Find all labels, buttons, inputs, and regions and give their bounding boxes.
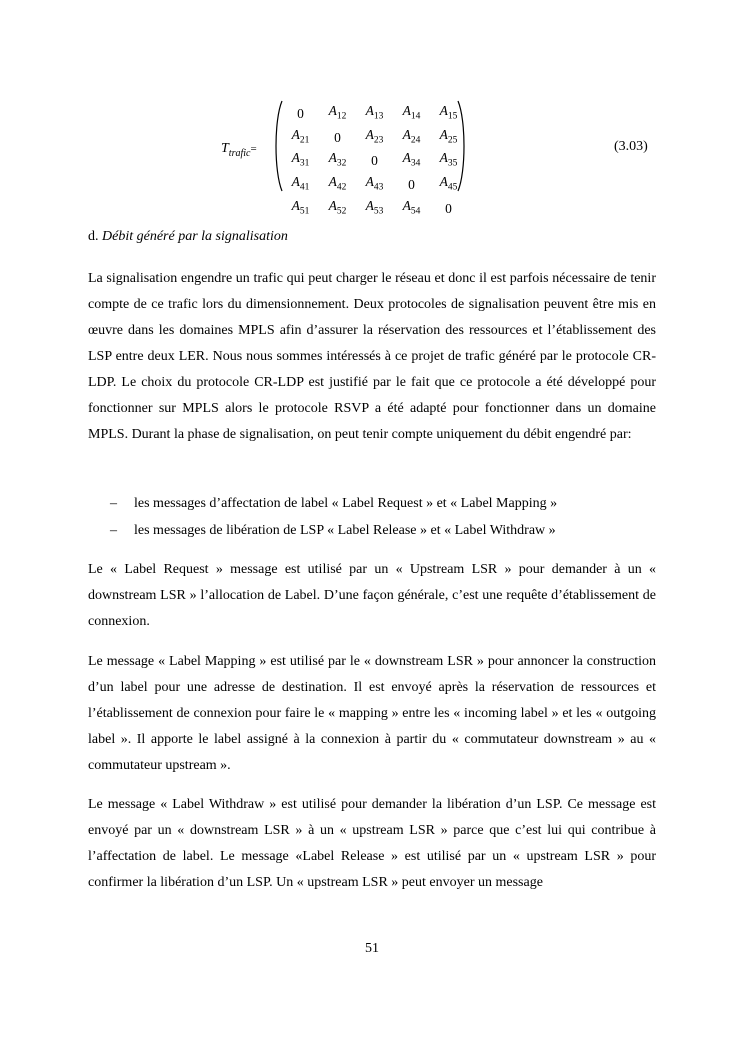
matrix-cell <box>282 173 319 197</box>
matrix-cell-base: A <box>328 150 337 166</box>
matrix-cell <box>319 173 356 197</box>
matrix-cell-subscript: 53 <box>373 206 384 217</box>
matrix-cell-subscript: 23 <box>373 135 384 146</box>
matrix-cell-base: A <box>402 103 411 118</box>
matrix-cell <box>393 173 430 197</box>
matrix-cell-subscript: 42 <box>336 182 347 193</box>
traffic-matrix <box>282 102 467 220</box>
matrix-row <box>282 173 467 197</box>
matrix-row <box>282 102 467 126</box>
matrix-cell-subscript: 45 <box>447 182 458 193</box>
matrix-cell-subscript: 14 <box>410 111 421 122</box>
matrix-cell-base: A <box>365 126 374 142</box>
matrix-cell-subscript: 24 <box>410 135 421 146</box>
matrix-cell-subscript: 13 <box>373 111 384 122</box>
matrix-cell <box>319 126 356 150</box>
matrix-cell <box>282 197 319 221</box>
page-number: 51 <box>365 941 379 956</box>
matrix-cell-subscript: 34 <box>410 159 421 170</box>
matrix-cell-base: A <box>439 150 448 166</box>
matrix-cell-subscript: 21 <box>299 135 310 146</box>
matrix-cell-subscript: 52 <box>336 206 347 217</box>
matrix-cell-subscript: 12 <box>336 111 347 122</box>
bullet-list <box>104 490 656 544</box>
section-title: Débit généré par la signalisation <box>102 229 288 244</box>
matrix-cell <box>282 102 319 126</box>
matrix-cell-base: 0 <box>334 129 341 145</box>
matrix-cell-base: A <box>365 103 374 118</box>
matrix-cell-subscript: 43 <box>373 182 384 193</box>
matrix-cell-base: A <box>291 197 300 213</box>
matrix-cell <box>319 149 356 173</box>
matrix-cell <box>430 197 467 221</box>
matrix-cell <box>319 102 356 126</box>
list-item-text: les messages de libération de LSP « Label Release » et « Label Withdraw » <box>134 523 556 538</box>
matrix-cell-base: A <box>291 126 300 142</box>
matrix-cell <box>356 197 393 221</box>
matrix-cell-base: A <box>439 103 448 118</box>
matrix-cell-base: 0 <box>297 105 304 121</box>
equation-lhs <box>221 141 257 159</box>
matrix-cell-base: A <box>328 197 337 213</box>
matrix-row <box>282 126 467 150</box>
matrix-cell-base: A <box>439 126 448 142</box>
equation-number: (3.03) <box>614 139 648 154</box>
right-parenthesis <box>456 100 468 192</box>
paragraph: Le message « Label Withdraw » est utilisé pour demander la libération d’un LSP. Ce message est envoyé par un « downstream LSR » à un « upstream LSR » parce que c’est lui qui contribue à l’affectation de label. Le message «Label Release » est utilisé par un « upstream LSR » pour confirmer la libération d’un LSP. Un « upstream LSR » peut envoyer un message <box>88 797 656 890</box>
matrix-cell-subscript: 25 <box>447 135 458 146</box>
matrix-cell-base: A <box>328 174 337 190</box>
matrix-cell-base: A <box>402 150 411 166</box>
paragraph: Le message « Label Mapping » est utilisé par le « downstream LSR » pour annoncer la construction d’un label pour une adresse de destination. Il est envoyé après la réservation de ressources et l’établissement de connexion pour faire le « mapping » entre les « incoming label » et les « outgoing label ». Il apporte le label assigné à la connexion à partir du « commutateur downstream » au « commutateur upstream ». <box>88 654 656 773</box>
matrix-cell-base: A <box>365 174 374 190</box>
section-number: d. <box>88 229 99 244</box>
matrix-cell-subscript: 54 <box>410 206 421 217</box>
matrix-cell <box>356 149 393 173</box>
matrix-cell-base: A <box>328 103 337 118</box>
matrix-cell-subscript: 35 <box>447 159 458 170</box>
matrix-equation <box>0 98 744 217</box>
matrix-cell-base: A <box>439 174 448 190</box>
list-item <box>104 517 656 544</box>
matrix-cell <box>393 102 430 126</box>
lhs-symbol: T <box>221 141 229 156</box>
matrix-cell <box>393 126 430 150</box>
matrix-cell <box>393 197 430 221</box>
matrix-cell <box>356 102 393 126</box>
matrix-cell-base: A <box>291 150 300 166</box>
matrix-cell-subscript: 41 <box>299 182 310 193</box>
lhs-equals: = <box>250 143 257 155</box>
list-item-text: les messages d’affectation de label « Label Request » et « Label Mapping » <box>134 496 558 511</box>
matrix-cell <box>319 197 356 221</box>
matrix-cell-base: A <box>402 197 411 213</box>
paragraph: La signalisation engendre un trafic qui peut charger le réseau et donc il est parfois nécessaire de tenir compte de ce trafic lors du dimensionnement. Deux protocoles de signalisation peuvent être mis en œuvre dans les domaines MPLS afin d’assurer la réservation des ressources et l’établissement des LSP entre deux LER. Nous nous sommes intéressés à ce projet de trafic généré par le protocole CR-LDP. Le choix du protocole CR-LDP est justifié par le fait que ce protocole a été développé pour fonctionner sur MPLS alors le protocole RSVP a été adapté pour fonctionner dans un domaine MPLS. Durant la phase de signalisation, on peut tenir compte uniquement du débit engendré par: <box>88 271 656 442</box>
matrix-cell <box>282 149 319 173</box>
matrix-cell <box>356 126 393 150</box>
matrix-row <box>282 197 467 221</box>
matrix-cell-subscript: 31 <box>299 159 310 170</box>
matrix-cell-base: A <box>291 174 300 190</box>
matrix-cell-subscript: 15 <box>447 111 458 122</box>
list-item <box>104 490 656 517</box>
matrix-cell-base: 0 <box>445 200 452 216</box>
matrix-cell <box>393 149 430 173</box>
matrix-row <box>282 149 467 173</box>
matrix-cell-subscript: 32 <box>336 159 347 170</box>
paragraph: Le « Label Request » message est utilisé par un « Upstream LSR » pour demander à un « downstream LSR » l’allocation de Label. D’une façon générale, c’est une requête d’établissement de connexion. <box>88 562 656 629</box>
lhs-subscript: trafic <box>228 147 251 159</box>
matrix-cell-base: 0 <box>371 153 378 169</box>
matrix-cell-base: A <box>402 126 411 142</box>
section-heading <box>88 229 288 245</box>
matrix-cell-subscript: 51 <box>299 206 310 217</box>
bullet-dash: – <box>110 523 117 538</box>
matrix-cell <box>282 126 319 150</box>
matrix-cell <box>356 173 393 197</box>
bullet-dash: – <box>110 496 117 511</box>
matrix-cell-base: A <box>365 197 374 213</box>
matrix-cell-base: 0 <box>408 176 415 192</box>
